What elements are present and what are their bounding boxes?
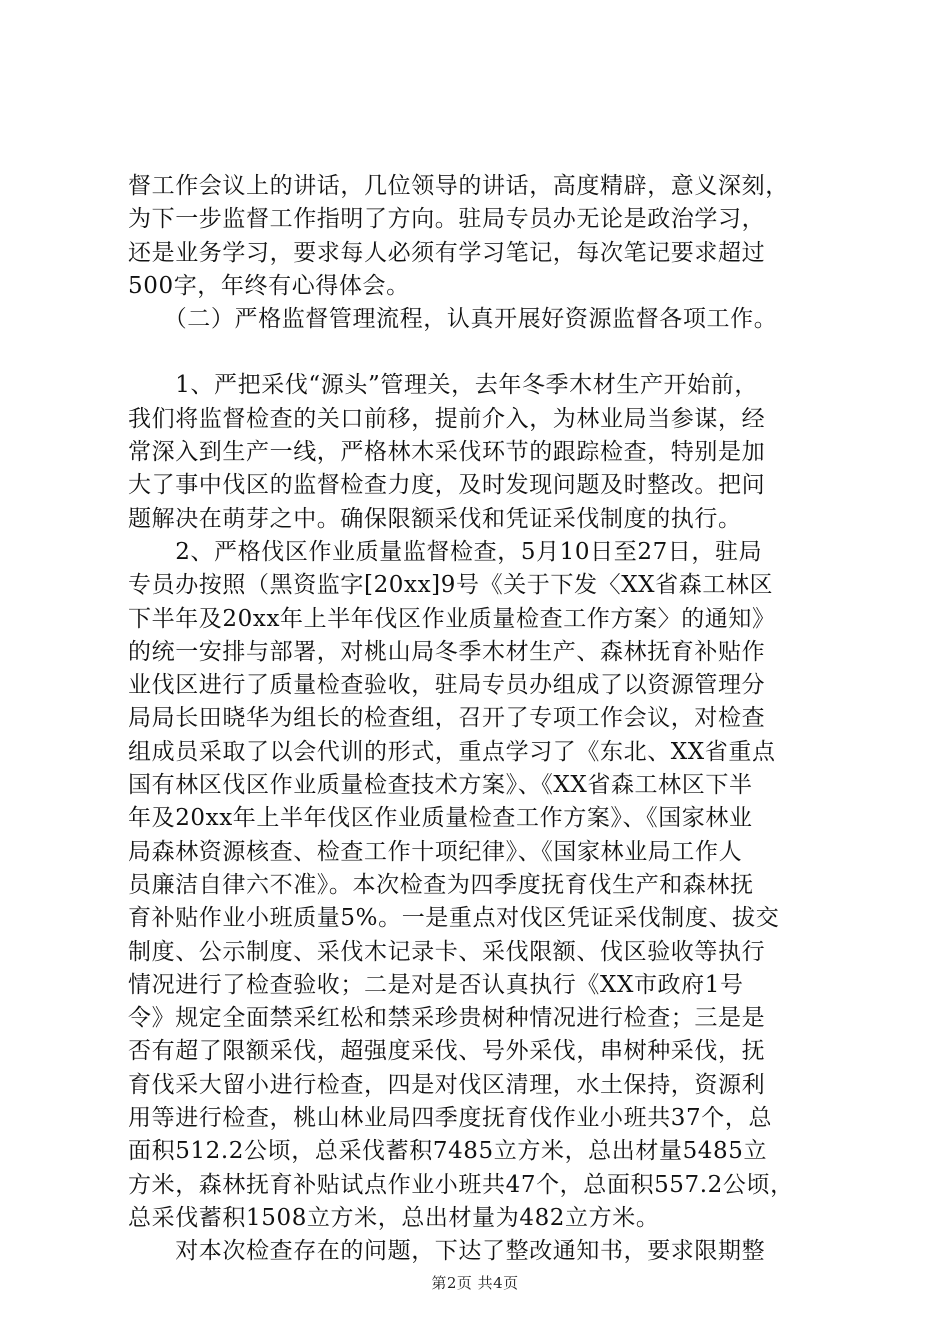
text-line: 我们将监督检查的关口前移，提前介入，为林业局当参谋，经 — [128, 405, 766, 432]
text-line: 局局长田晓华为组长的检查组，召开了专项工作会议，对检查 — [128, 705, 766, 732]
text-line: 500字，年终有心得体会。 — [128, 272, 410, 299]
text-line: 大了事中伐区的监督检查力度，及时发现问题及时整改。把问 — [128, 472, 766, 499]
text-line: （二）严格监督管理流程，认真开展好资源监督各项工作。 — [128, 306, 778, 333]
text-line: 面积512.2公顷，总采伐蓄积7485立方米，总出材量5485立 — [128, 1138, 768, 1165]
text-line: 组成员采取了以会代训的形式，重点学习了《东北、XX省重点 — [128, 738, 776, 765]
text-line: 督工作会议上的讲话，几位领导的讲话，高度精辟，意义深刻， — [128, 173, 789, 199]
text-line: 情况进行了检查验收；二是对是否认真执行《XX市政府1号 — [128, 971, 744, 998]
text-line: 用等进行检查，桃山林业局四季度抚育伐作业小班共37个，总 — [128, 1105, 773, 1132]
text-line: 方米，森林抚育补贴试点作业小班共47个，总面积557.2公顷， — [128, 1171, 794, 1198]
text-line: 员廉洁自律六不准》。本次检查为四季度抚育伐生产和森林抚 — [128, 871, 754, 898]
text-line: 下半年及20xx年上半年伐区作业质量检查工作方案〉的通知》 — [128, 605, 776, 632]
text-line: 的统一安排与部署，对桃山局冬季木材生产、森林抚育补贴作 — [128, 638, 766, 665]
text-line: 局森林资源核查、检查工作十项纪律》、《国家林业局工作人 — [128, 838, 743, 865]
page-footer: 第2页 共4页 — [431, 1274, 519, 1292]
text-line: 业伐区进行了质量检查验收，驻局专员办组成了以资源管理分 — [128, 672, 766, 699]
text-line: 专员办按照（黑资监字[20xx]9号《关于下发〈XX省森工林区 — [128, 572, 774, 599]
text-line: 为下一步监督工作指明了方向。驻局专员办无论是政治学习， — [128, 206, 766, 233]
text-line: 令》规定全面禁采红松和禁采珍贵树种情况进行检查；三是是 — [128, 1005, 766, 1032]
text-line: 育补贴作业小班质量5%。一是重点对伐区凭证采伐制度、拔交 — [128, 905, 780, 932]
text-line: 否有超了限额采伐，超强度采伐、号外采伐，串树种采伐，抚 — [128, 1038, 766, 1065]
text-line: 年及20xx年上半年伐区作业质量检查工作方案》、《国家林业 — [128, 805, 753, 832]
text-line: 制度、公示制度、采伐木记录卡、采伐限额、伐区验收等执行 — [128, 938, 766, 965]
text-line: 总采伐蓄积1508立方米，总出材量为482立方米。 — [128, 1204, 660, 1231]
text-line: 1、严把采伐“源头”管理关，去年冬季木材生产开始前， — [128, 372, 758, 399]
text-line: 题解决在萌芽之中。确保限额采伐和凭证采伐制度的执行。 — [128, 505, 742, 532]
paragraph-gap — [128, 336, 844, 369]
document-body — [128, 170, 844, 1269]
text-line: 还是业务学习，要求每人必须有学习笔记，每次笔记要求超过 — [128, 239, 766, 266]
text-line: 常深入到生产一线，严格林木采伐环节的跟踪检查，特别是加 — [128, 439, 766, 466]
text-line: 育伐采大留小进行检查，四是对伐区清理，水土保持，资源利 — [128, 1071, 766, 1098]
text-line: 国有林区伐区作业质量检查技术方案》、《XX省森工林区下半 — [128, 772, 753, 799]
text-line: 2、严格伐区作业质量监督检查，5月10日至27日，驻局 — [128, 538, 763, 565]
text-line: 对本次检查存在的问题，下达了整改通知书，要求限期整 — [128, 1238, 766, 1265]
